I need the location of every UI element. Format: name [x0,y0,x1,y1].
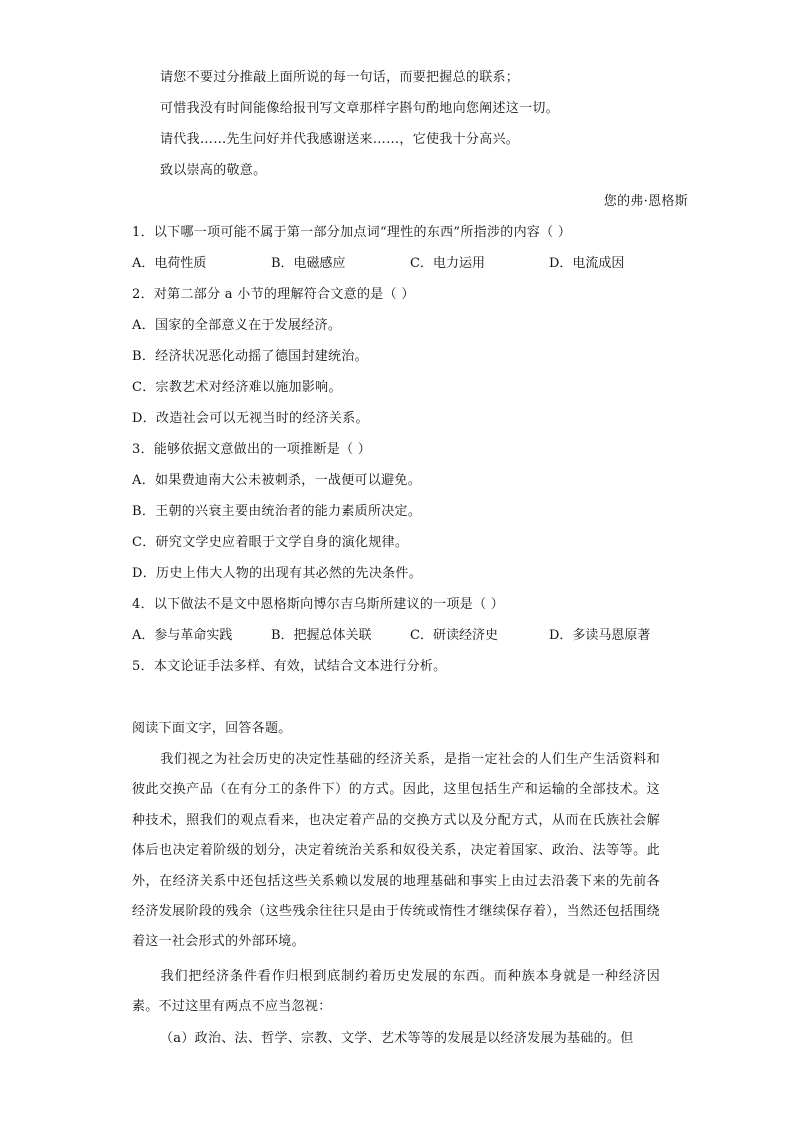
letter-line-1: 请您不要过分推敲上面所说的每一句话，而要把握总的联系； [160,70,520,85]
question-2-option-b: B．经济状况恶化动摇了德国封建统治。 [132,349,368,364]
reading-paragraph-1 [132,745,660,958]
reading-paragraph-3-text: （a）政治、法、哲学、宗教、文学、艺术等等的发展是以经济发展为基础的。但 [160,1031,634,1046]
question-3-option-a: A．如果费迪南大公未被刺杀，一战便可以避免。 [132,473,421,488]
question-3-option-c: C．研究文学史应着眼于文学自身的演化规律。 [132,535,409,550]
question-3-option-d: D．历史上伟大人物的出现有其必然的先决条件。 [132,566,423,581]
question-5-stem: 5．本文论证手法多样、有效，试结合文本进行分析。 [132,659,447,674]
reading-paragraph-2-text: 我们把经济条件看作归根到底制约着历史发展的东西。而种族本身就是一种经济因素。不过这里有两点不应当忽视： [132,969,660,1015]
question-1-option-d: D．电流成因 [549,256,625,271]
question-4-option-c: C．研读经济史 [410,628,498,643]
letter-line-4: 致以崇高的敬意。 [160,163,267,178]
question-3-stem: 3．能够依据文意做出的一项推断是（ ） [132,442,372,457]
letter-line-3: 请代我……先生问好并代我感谢送来……，它使我十分高兴。 [160,132,520,147]
letter-signature: 您的弗·恩格斯 [603,194,688,209]
question-4-option-b: B．把握总体关联 [271,628,372,643]
question-4-option-a: A．参与革命实践 [132,628,233,643]
reading-paragraph-2 [132,962,660,1023]
reading-paragraph-3 [132,1024,660,1054]
question-4-option-d: D．多读马恩原著 [549,628,651,643]
question-2-stem: 2．对第二部分 a 小节的理解符合文意的是（ ） [132,287,415,302]
question-1-option-c: C．电力运用 [410,256,485,271]
question-1-option-b: B．电磁感应 [271,256,346,271]
question-1-stem: 1．以下哪一项可能不属于第一部分加点词“理性的东西”所指涉的内容（ ） [132,225,572,240]
question-1-option-a: A．电荷性质 [132,256,207,271]
question-2-option-d: D．改造社会可以无视当时的经济关系。 [132,411,369,426]
question-3-option-b: B．王朝的兴衰主要由统治者的能力素质所决定。 [132,504,422,519]
reading-instruction: 阅读下面文字，回答各题。 [132,721,292,736]
letter-line-2: 可惜我没有时间能像给报刊写文章那样字斟句酌地向您阐述这一切。 [160,101,560,116]
question-2-option-a: A．国家的全部意义在于发展经济。 [132,318,342,333]
reading-paragraph-1-text: 我们视之为社会历史的决定性基础的经济关系，是指一定社会的人们生产生活资料和彼此交换产品（在有分工的条件下）的方式。因此，这里包括生产和运输的全部技术。这种技术，照我们的观点看来，也决定着产品的交换方式以及分配方式，从而在氏族社会解体后也决定着阶级的划分，决定着统治关系和奴役关系，决定着国家、政治、法等等。此外，在经济关系中还包括这些关系赖以发展的地理基础和事实上由过去沿袭下来的先前各经济发展阶段的残余（这些残余往往只是由于传统或惰性才继续保存着），当然还包括围绕着这一社会形式的外部环境。 [132,752,660,950]
question-4-stem: 4．以下做法不是文中恩格斯向博尔吉乌斯所建议的一项是（ ） [132,597,505,612]
question-2-option-c: C．宗教艺术对经济难以施加影响。 [132,380,342,395]
